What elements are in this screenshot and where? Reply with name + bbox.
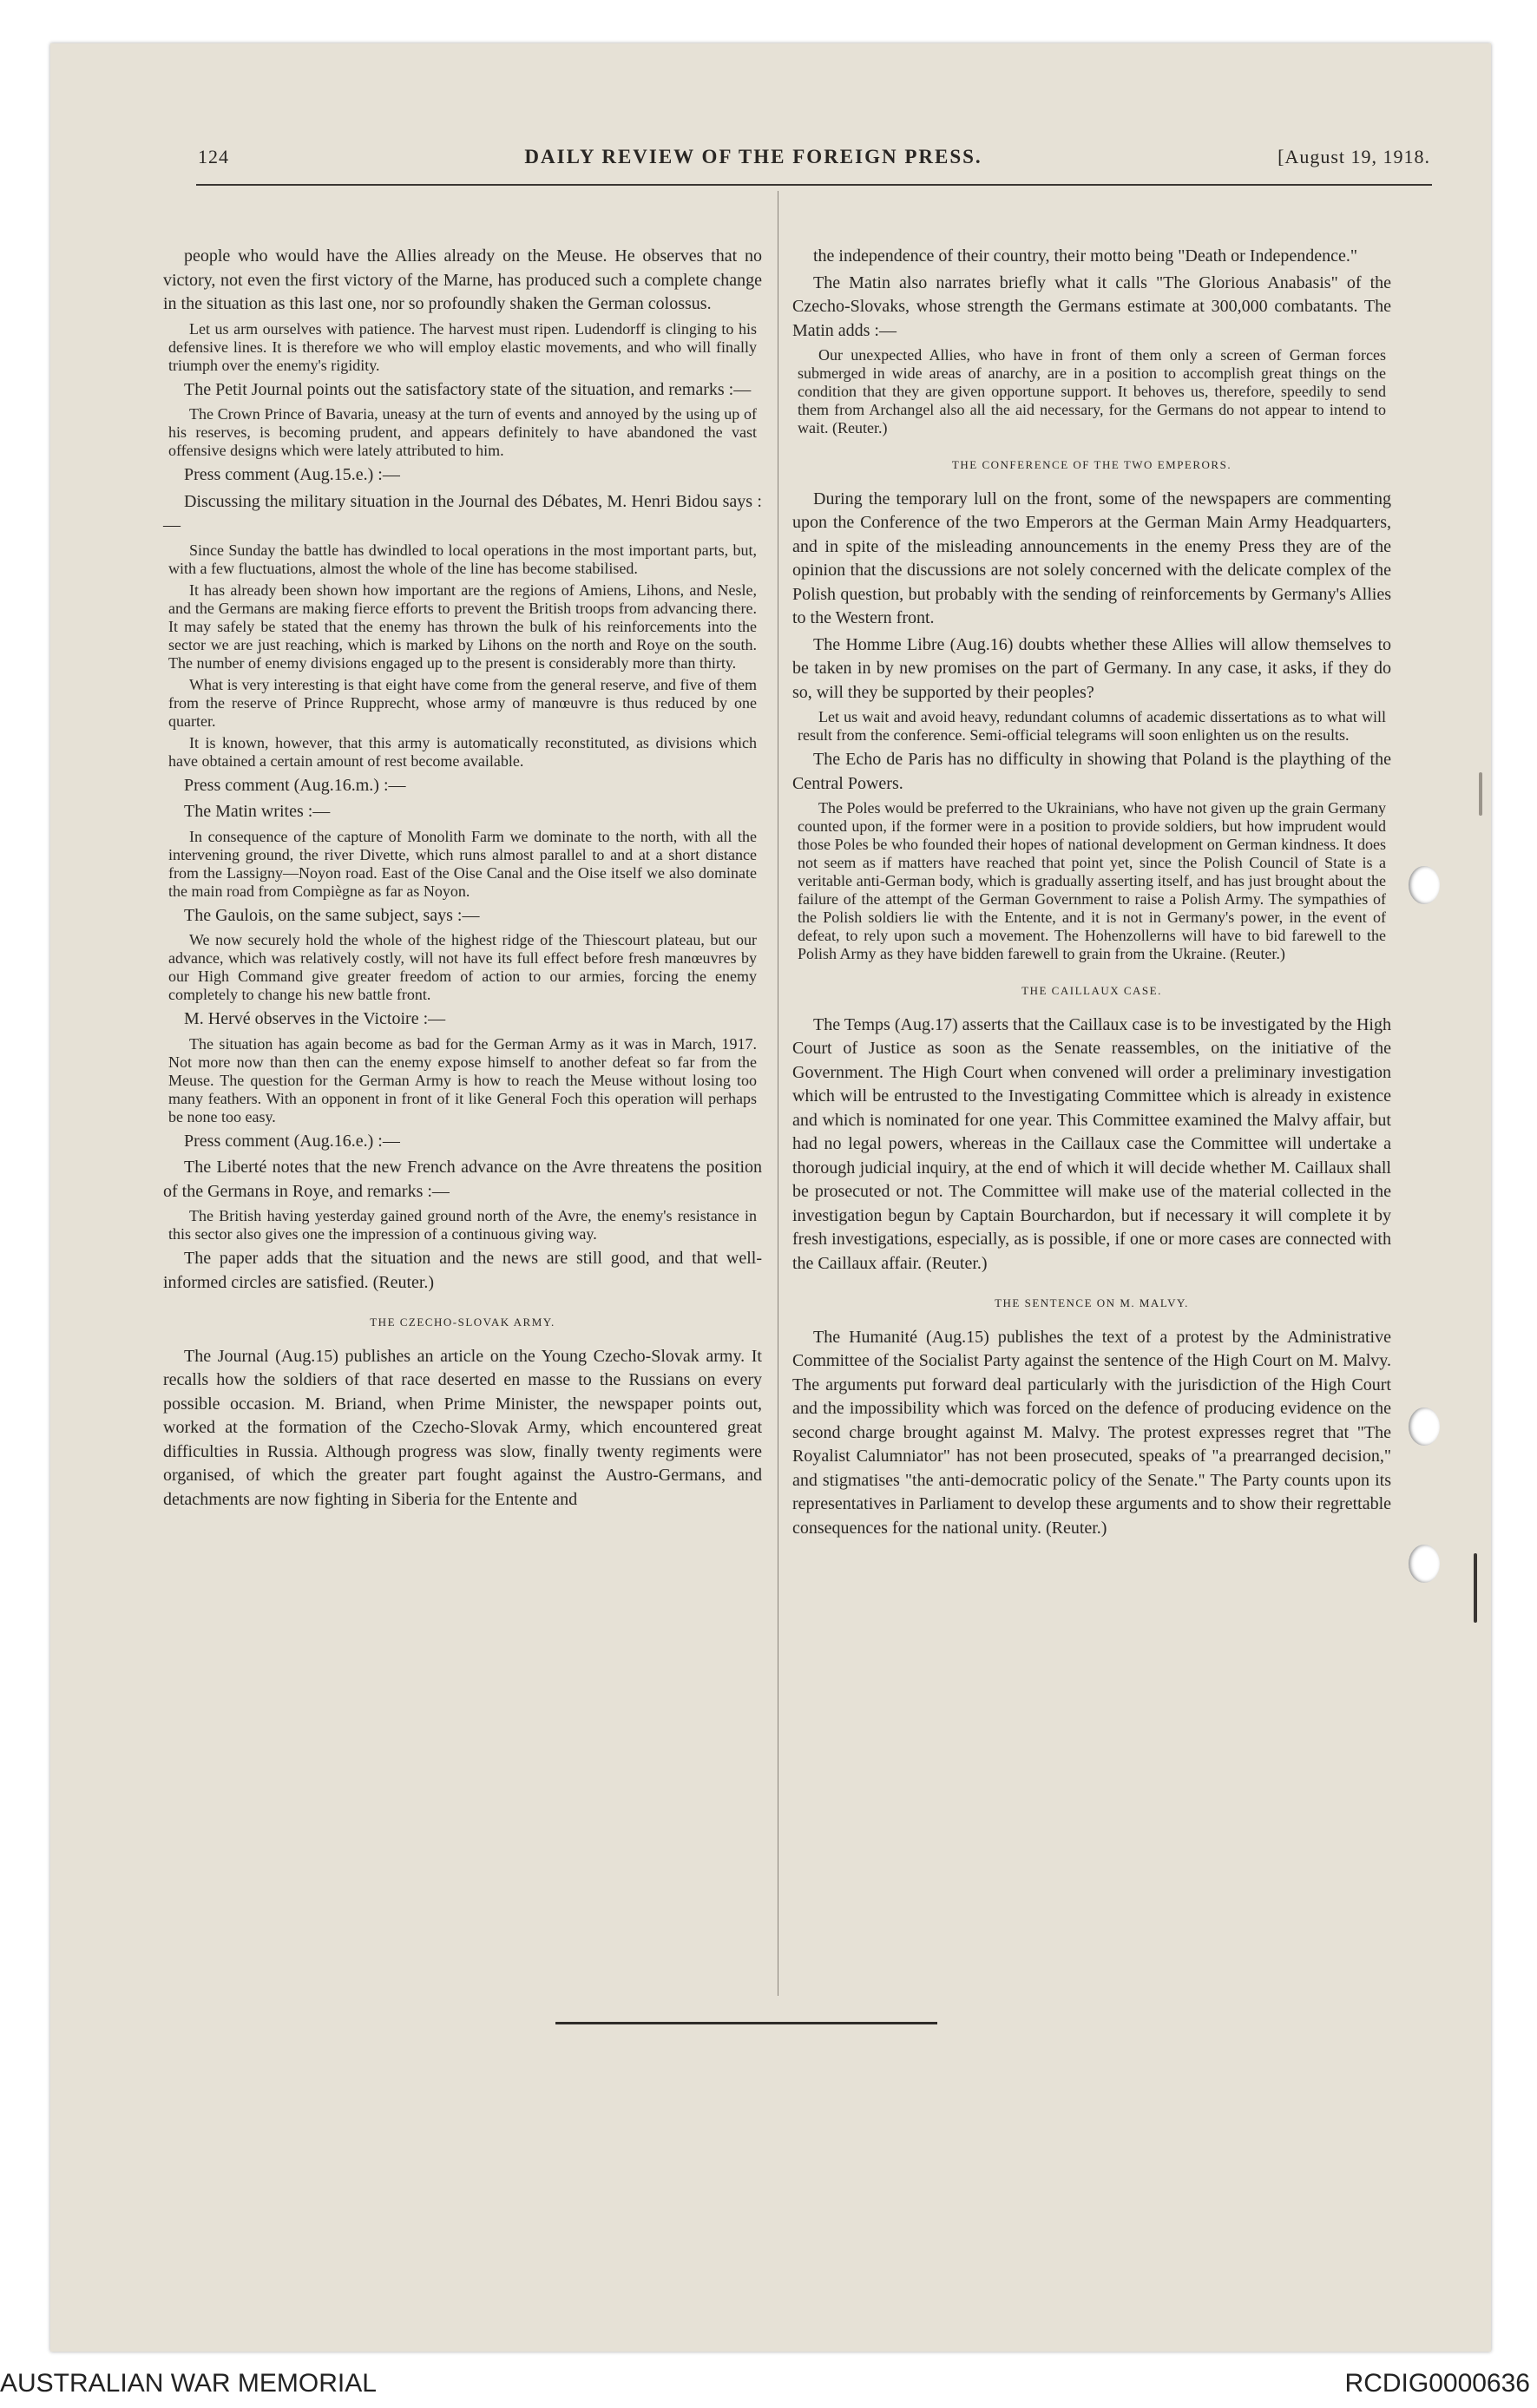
section-heading: THE CAILLAUX CASE. [1021,984,1162,997]
paragraph: Discussing the military situation in the Journal des Débates, M. Henri Bidou says :— [163,491,762,535]
archive-name: AUSTRALIAN WAR MEMORIAL [0,2369,377,2398]
paragraph: The Matin writes :— [184,802,331,821]
paragraph: Press comment (Aug.16.m.) :— [184,775,406,795]
archive-footer [0,2369,1537,2404]
section-heading: THE CONFERENCE OF THE TWO EMPERORS. [951,458,1232,471]
quoted-paragraph: What is very interesting is that eight have come from the general reserve, and five of them from the reserve of Prince Rupprecht, whose army of manœuvre is thus reduced by one quarter. [168,675,757,730]
left-column [163,245,762,1514]
paragraph: Press comment (Aug.16.e.) :— [184,1131,400,1151]
edge-mark [1474,1553,1477,1623]
quoted-paragraph: It is known, however, that this army is automatically reconstituted, as divisions which have obtained a certain amount of rest become available. [168,733,757,770]
archive-id: RCDIG0000636 [1344,2369,1530,2398]
paragraph: The Petit Journal points out the satisfactory state of the situation, and remarks :— [184,379,752,399]
paragraph: The paper adds that the situation and the news are still good, and that well-informed circles are satisfied. (Reuter.) [163,1249,762,1292]
quoted-paragraph: Our unexpected Allies, who have in front of them only a screen of German forces submerged in wide areas of anarchy, are in a position to accomplish great things on the condition that they are given opportune support. It behoves us, therefore, speedily to send them from Archangel also all the aid necessary, for the Germans do not appear to intend to wait. (Reuter.) [798,346,1386,436]
paragraph: The Journal (Aug.15) publishes an article on the Young Czecho-Slovak army. It recalls how the soldiers of that race deserted en masse to the Russians on every possible occasion. M. Briand, when Prime Minister, the newspaper points out, worked at the formation of the Czecho-Slovak Army, which encountered great difficulties in Russia. Although progress was slow, finally twenty regiments were organised, of which the greater part fought against the Austro-Germans, and detachments are now fighting in Siberia for the Entente and [163,1346,762,1509]
header-rule [196,184,1432,186]
paragraph: people who would have the Allies already on the Meuse. He observes that no victory, not even the first victory of the Marne, has produced such a complete change in the situation as this last one, nor so profoundly shaken the German colossus. [163,246,762,313]
end-rule [555,2022,937,2024]
publication-title: DAILY REVIEW OF THE FOREIGN PRESS. [524,146,982,167]
quoted-paragraph: Let us wait and avoid heavy, redundant columns of academic dissertations as to what will result from the conference. Semi-official telegrams will soon enlighten us on the results. [798,708,1386,744]
paragraph: The Matin also narrates briefly what it calls "The Glorious Anabasis" of the Czecho-Slovaks, whose strength the Germans estimate at 300,000 combatants. The Matin adds :— [792,272,1391,340]
paragraph: The Echo de Paris has no difficulty in showing that Poland is the plaything of the Central Powers. [792,750,1391,793]
quoted-paragraph: The Crown Prince of Bavaria, uneasy at the turn of events and annoyed by the using up of his reserves, is becoming prudent, and appears definitely to have abandoned the vast offensive designs which were lately attributed to him. [168,405,757,459]
punch-hole [1409,866,1440,904]
quoted-paragraph: We now securely hold the whole of the highest ridge of the Thiescourt plateau, but our advance, which was relatively costly, will not have its full effect before fresh manœuvres by our High Command give greater freedom of action to our armies, forcing the enemy completely to change his new battle front. [168,931,757,1003]
paragraph: M. Hervé observes in the Victoire :— [184,1009,446,1028]
right-column [792,245,1391,1543]
section-heading: THE SENTENCE ON M. MALVY. [995,1296,1189,1309]
paragraph: the independence of their country, their motto being "Death or Independence." [813,246,1358,266]
quoted-paragraph: The Poles would be preferred to the Ukrainians, who have not given up the grain Germany counted upon, if the former were in a position to provide soldiers, but how imprudent would those Poles be who founded their hopes of national development on German kindness. It does not seem as if matters have reached that point yet, since the Polish Council of State is a veritable anti-German body, which is gradually asserting itself, and has just brought about the failure of the attempt of the German Government to raise a Polish Army. The sympathies of the Polish soldiers lie with the Entente, and it is not in Germany's power, in the event of defeat, to rely upon such a movement. The Hohenzollerns will have to bid farewell to the Polish Army as they have bidden farewell to grain from the Ukraine. (Reuter.) [798,799,1386,962]
quoted-paragraph: In consequence of the capture of Monolith Farm we dominate to the north, with all the intervening ground, the river Divette, which runs almost parallel to and at a short distance from the Lassigny—Noyon road. East of the Oise Canal and the Oise itself we also dominate the main road from Compiègne as far as Noyon. [168,827,757,900]
punch-hole [1409,1407,1440,1446]
paragraph: The Humanité (Aug.15) publishes the text of a protest by the Administrative Committee of the Socialist Party against the sentence of the High Court on M. Malvy. The arguments put forward deal particularly with the jurisdiction of the High Court and the impossibility which was forced on the defence of producing evidence on the second charge brought against M. Malvy. The protest expresses regret that "The Royalist Calumniator" has not been prosecuted, speaks of "a prearranged decision," and stigmatises "the anti-democratic policy of the Senate." The Party counts upon its representatives in Parliament to develop these arguments and to show their regrettable consequences for the national unity. (Reuter.) [792,1327,1391,1538]
section-heading: THE CZECHO-SLOVAK ARMY. [370,1316,555,1329]
quoted-paragraph: Let us arm ourselves with patience. The harvest must ripen. Ludendorff is clinging to his defensive lines. It is therefore we who will employ elastic movements, and who will finally triumph over the enemy's rigidity. [168,319,757,374]
issue-date: [August 19, 1918. [1278,146,1430,167]
paragraph: The Gaulois, on the same subject, says :— [184,905,480,925]
quoted-paragraph: The British having yesterday gained ground north of the Avre, the enemy's resistance in this sector also gives one the impression of a continuous giving way. [168,1207,757,1243]
edge-mark [1479,772,1482,816]
page-number: 124 [198,146,229,167]
paragraph: The Liberté notes that the new French advance on the Avre threatens the position of the Germans in Roye, and remarks :— [163,1158,762,1201]
paragraph: During the temporary lull on the front, some of the newspapers are commenting upon the Conference of the two Emperors at the German Main Army Headquarters, and in spite of the misleading announcements in the enemy Press they are of the opinion that the discussions are not solely concerned with the delicate complex of the Polish question, but probably with the sending of reinforcements by Germany's Allies to the Western front. [792,489,1391,627]
paragraph: The Temps (Aug.17) asserts that the Caillaux case is to be investigated by the High Court of Justice as soon as the Senate reassembles, on the initiative of the Government. The High Court when convened will order a preliminary investigation which will be entrusted to the Investigating Committee which is already in existence and which is nominated for one year. This Committee examined the Malvy affair, but had no legal powers, whereas in the Caillaux case the Committee will undertake a thorough judicial inquiry, at the end of which it will decide whether M. Caillaux shall be prosecuted or not. The Committee will make use of the material collected in the investigation begun by Captain Bourchardon, but if necessary it will complete it by fresh investigations, especially, as is possible, if one or more cases are connected with the Caillaux affair. (Reuter.) [792,1014,1391,1273]
quoted-paragraph: It has already been shown how important are the regions of Amiens, Lihons, and Nesle, and the Germans are making fierce efforts to prevent the British troops from advancing there. It may safely be stated that the enemy has thrown the bulk of his reinforcements into the sector we are just reaching, which is marked by Lihons on the north and Roye on the south. The number of enemy divisions engaged up to the present is considerably more than thirty. [168,581,757,672]
paragraph: The Homme Libre (Aug.16) doubts whether these Allies will allow themselves to be taken in by new promises on the part of Germany. In any case, it asks, if they do so, will they be supported by their peoples? [792,634,1391,702]
newspaper-page [50,43,1491,2352]
paragraph: Press comment (Aug.15.e.) :— [184,465,400,484]
quoted-paragraph: Since Sunday the battle has dwindled to local operations in the most important parts, but, with a few fluctuations, almost the whole of the line has become stabilised. [168,541,757,577]
punch-hole [1409,1545,1440,1583]
quoted-paragraph: The situation has again become as bad for the German Army as it was in March, 1917. Not more now than then can the enemy expose himself to another defeat so far from the Meuse. The question for the German Army is how to reach the Meuse without losing too many feathers. With an opponent in front of it like General Foch this operation will perhaps be none too easy. [168,1034,757,1125]
page-header [198,146,1430,180]
